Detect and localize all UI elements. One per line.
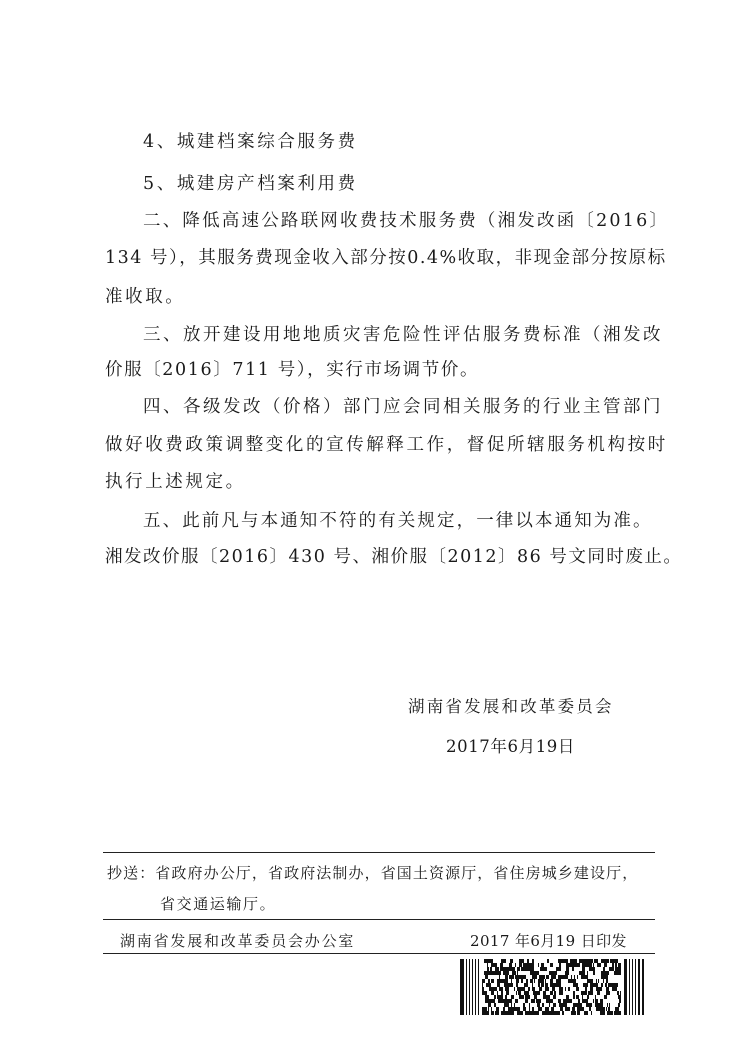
paragraph-2-line-2: 134 号），其服务费现金收入部分按0.4%收取，非现金部分按原标 <box>105 248 667 268</box>
paragraph-3-line-2: 价服〔2016〕711 号），实行市场调节价。 <box>105 360 480 380</box>
footer-middle-rule <box>103 919 655 920</box>
paragraph-4-line-3: 执行上述规定。 <box>105 472 246 492</box>
paragraph-4-line-1: 四、各级发改（价格）部门应会同相关服务的行业主管部门 <box>143 397 663 417</box>
footer-bottom-rule <box>103 953 655 954</box>
paragraph-2-line-3: 准收取。 <box>105 287 186 307</box>
paragraph-5-line-2: 湘发改价服〔2016〕430 号、湘价服〔2012〕86 号文同时废止。 <box>105 547 683 567</box>
paragraph-4-line-2: 做好收费政策调整变化的宣传解释工作，督促所辖服务机构按时 <box>105 435 668 455</box>
list-item: 5、城建房产档案利用费 <box>143 174 358 194</box>
cc-line-2: 省交通运输厅。 <box>160 895 277 913</box>
signature-org: 湖南省发展和改革委员会 <box>408 697 614 716</box>
paragraph-5-line-1: 五、此前凡与本通知不符的有关规定，一律以本通知为准。 <box>143 511 653 531</box>
paragraph-3-line-1: 三、放开建设用地地质灾害危险性评估服务费标准（湘发改 <box>143 325 663 345</box>
signature-date: 2017年6月19日 <box>446 737 575 756</box>
print-date: 2017 年6月19 日印发 <box>470 932 627 950</box>
barcode-icon <box>460 959 644 1015</box>
paragraph-2-line-1: 二、降低高速公路联网收费技术服务费（湘发改函〔2016〕 <box>143 211 670 231</box>
footer-top-rule <box>103 852 655 853</box>
cc-line-1: 抄送：省政府办公厅，省政府法制办，省国土资源厅，省住房城乡建设厅， <box>107 864 639 882</box>
list-item: 4、城建档案综合服务费 <box>143 132 358 152</box>
issuer: 湖南省发展和改革委员会办公室 <box>120 932 356 950</box>
